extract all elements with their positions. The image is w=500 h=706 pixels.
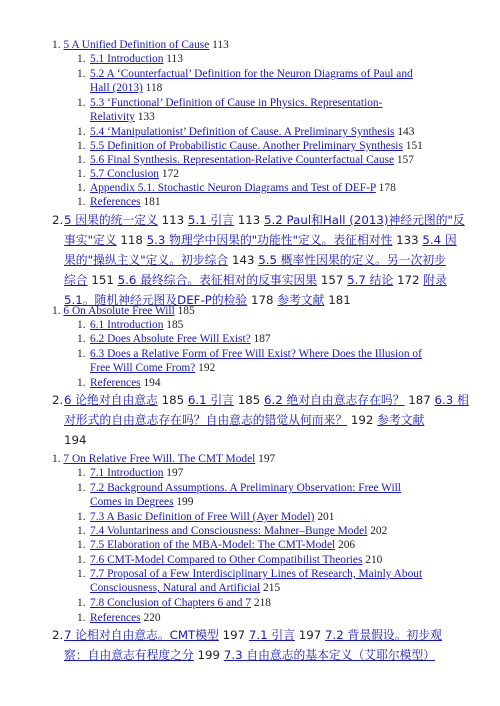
zh-item-number: 2. [52, 213, 64, 227]
subsection-line [90, 581, 280, 595]
page-number: 187 [404, 393, 435, 407]
sub-item-number: 1. [77, 612, 86, 624]
subsection-line [90, 567, 422, 581]
subsection-line [90, 553, 382, 567]
sub-item-number: 1. [77, 182, 86, 194]
ch6-heading [52, 304, 195, 318]
subsection-line [90, 181, 396, 195]
page-number: 194 [140, 377, 161, 389]
subsection-link[interactable]: References [90, 196, 141, 208]
zh-link[interactable]: 7.3 自由意志的基本定义（艾耶尔模型） [223, 648, 436, 662]
zh-link[interactable]: 对形式的自由意志存在吗？自由意志的错觉从何而来？ [64, 413, 348, 427]
page-number: 181 [324, 293, 351, 307]
subsection-link[interactable]: Relativity [90, 111, 135, 124]
subsection-line [90, 110, 155, 124]
page-number: 157 [317, 273, 348, 287]
zh-link[interactable]: 7 论相对自由意志。CMT模型 [64, 628, 219, 642]
subsection-link[interactable]: 7.4 Voluntariness and Consciousness: Mahner–Bunge Model [90, 525, 368, 537]
zh-link[interactable]: 6 论绝对自由意志 [64, 393, 158, 407]
page-number: 157 [394, 154, 414, 166]
subsection-line [90, 81, 162, 95]
page-number: 192 [347, 413, 378, 427]
subsection-link[interactable]: 5.5 Definition of Probabilistic Cause. Another Preliminary Synthesis [90, 140, 403, 152]
page-number: 185 [174, 305, 195, 317]
zh-link[interactable]: 5.7 结论 [347, 273, 394, 287]
subsection-link[interactable]: Consciousness, Natural and Artificial [90, 582, 261, 595]
zh-link[interactable]: 5.5 概率性因果的定义。另一次初步 [258, 253, 446, 267]
subsection-link[interactable]: 7.8 Conclusion of Chapters 6 and 7 [90, 597, 252, 609]
page-number: 199 [173, 496, 194, 509]
page-number: 210 [362, 554, 383, 566]
subsection-link[interactable]: Comes in Degrees [90, 496, 174, 509]
zh-link[interactable]: 参考文献 [277, 293, 325, 307]
subsection-line [90, 139, 423, 153]
page-number: 113 [233, 213, 265, 227]
subsection-line [90, 153, 414, 167]
subsection-link[interactable]: 7.1 Introduction [90, 467, 164, 479]
zh-line [64, 411, 424, 430]
page-number: 187 [250, 333, 271, 345]
subsection-link[interactable]: Free Will Come From? [90, 362, 196, 375]
subsection-line [90, 332, 271, 346]
ch6-title-link[interactable]: 6 On Absolute Free Will [63, 305, 175, 317]
subsection-link[interactable]: 5.6 Final Synthesis. Representation-Relative Counterfactual Cause [90, 154, 394, 166]
page-number: 151 [87, 273, 118, 287]
subsection-link[interactable]: 6.3 Does a Relative Form of Free Will Exist? Where Does the Illusion of [90, 348, 422, 360]
sub-item-number: 1. [77, 511, 86, 523]
zh-link[interactable]: 5.4 因 [422, 233, 457, 247]
page-number: 185 [233, 393, 265, 407]
subsection-link[interactable]: 7.6 CMT-Model Compared to Other Compatibilist Theories [90, 554, 363, 566]
page-number: 197 [218, 628, 249, 642]
zh-line [64, 431, 87, 450]
page-number: 113 [163, 53, 183, 65]
zh-link[interactable]: 附录 [423, 273, 447, 287]
zh-link[interactable]: 6.2 绝对自由意志存在吗？ [264, 393, 405, 407]
subsection-link[interactable]: References [90, 612, 141, 624]
subsection-link[interactable]: 7.5 Elaboration of the MBA-Model: The CMT-Model [90, 539, 336, 551]
subsection-line [90, 376, 161, 390]
subsection-line [90, 52, 183, 66]
subsection-line [90, 510, 334, 524]
page-number: 194 [64, 433, 87, 447]
sub-item-number: 1. [77, 168, 86, 180]
subsection-line [90, 596, 271, 610]
zh-line [64, 391, 469, 410]
subsection-line [90, 67, 413, 81]
page-number: 220 [140, 612, 161, 624]
zh-link[interactable]: 5.3 物理学中因果的"功能性"定义。表征相对性 [146, 233, 393, 247]
ch5-title-link[interactable]: 5 A Unified Definition of Cause [63, 39, 210, 51]
page-number: 185 [157, 393, 188, 407]
page-number: 197 [163, 467, 184, 479]
sub-item-number: 1. [77, 333, 86, 345]
page-number: 172 [393, 273, 424, 287]
sub-item-number: 1. [77, 482, 86, 494]
sub-item-number: 1. [77, 525, 86, 537]
ch5-heading [52, 38, 229, 52]
page-number: 133 [392, 233, 423, 247]
subsection-line [90, 361, 215, 375]
page-number: 197 [255, 453, 276, 465]
sub-item-number: 1. [77, 196, 86, 208]
subsection-link[interactable]: 5.3 ‘Functional’ Definition of Cause in Physics. Representation- [90, 97, 383, 109]
page-number: 118 [116, 233, 147, 247]
subsection-line [90, 167, 179, 181]
page-number: 215 [260, 582, 281, 595]
subsection-link[interactable]: 5.2 A ‘Counterfactual’ Definition for the Neuron Diagrams of Paul and [90, 68, 413, 80]
subsection-link[interactable]: 7.3 A Basic Definition of Free Will (Ayer Model) [90, 511, 315, 523]
page-number: 113 [209, 39, 229, 51]
page-number: 118 [142, 82, 163, 95]
sub-item-number: 1. [77, 319, 86, 331]
zh-link[interactable]: 参考文献 [377, 413, 425, 427]
sub-item-number: 1. [77, 53, 86, 65]
subsection-link[interactable]: 5.1 Introduction [90, 53, 164, 65]
subsection-line [90, 538, 355, 552]
zh-line [64, 231, 457, 250]
zh-link[interactable]: 5.1 引言 [187, 213, 234, 227]
sub-item-number: 1. [77, 467, 86, 479]
zh-link[interactable]: 事实"定义 [64, 233, 117, 247]
page-number: 143 [394, 126, 415, 138]
zh-item-number: 2. [52, 393, 64, 407]
subsection-link[interactable]: 6.2 Does Absolute Free Will Exist? [90, 333, 251, 345]
ch7-title-link[interactable]: 7 On Relative Free Will. The CMT Model [63, 453, 256, 465]
subsection-line [90, 481, 401, 495]
page-number: 143 [228, 253, 259, 267]
subsection-link[interactable]: 7.2 Background Assumptions. A Preliminary Observation: Free Will [90, 482, 401, 494]
zh-link[interactable]: 5.6 最终综合。表征相对的反事实因果 [117, 273, 318, 287]
page-number: 201 [314, 511, 335, 523]
subsection-line [90, 466, 183, 480]
subsection-line [90, 524, 387, 538]
ch7-heading [52, 452, 275, 466]
zh-link[interactable]: 5 因果的统一定义 [64, 213, 158, 227]
subsection-line [90, 125, 414, 139]
sub-item-number: 1. [77, 126, 86, 138]
sub-item-number: 1. [77, 348, 86, 360]
page-number: 192 [195, 362, 216, 375]
subsection-link[interactable]: 6.1 Introduction [90, 319, 164, 331]
subsection-line [90, 195, 161, 209]
subsection-link[interactable]: 5.4 ‘Manipulationist’ Definition of Cause. A Preliminary Synthesis [90, 126, 395, 138]
sub-item-number: 1. [77, 154, 86, 166]
zh-link[interactable]: 5.1。随机神经元图及DEF-P的检验 [64, 293, 248, 307]
subsection-line [90, 611, 161, 625]
subsection-line [90, 318, 183, 332]
subsection-link[interactable]: Appendix 5.1. Stochastic Neuron Diagrams and Test of DEF-P [90, 182, 376, 194]
zh-link[interactable]: 6.3 相 [434, 393, 469, 407]
page-number: 197 [295, 628, 326, 642]
zh-line [64, 271, 447, 290]
page-number: 199 [193, 648, 224, 662]
sub-item-number: 1. [77, 554, 86, 566]
page-number: 178 [375, 182, 396, 194]
item-number: 1. [52, 39, 61, 51]
zh-link[interactable]: 果的"操纵主义"定义。初步综合 [64, 253, 229, 267]
page-number: 113 [157, 213, 188, 227]
page-number: 181 [140, 196, 161, 208]
zh-link[interactable]: 察：自由意志有程度之分 [64, 648, 194, 662]
zh-item-number: 2. [52, 628, 64, 642]
zh-line [64, 646, 435, 665]
zh-link[interactable]: 综合 [64, 273, 88, 287]
zh-line [64, 251, 446, 270]
sub-item-number: 1. [77, 377, 86, 389]
subsection-link[interactable]: 5.7 Conclusion [90, 168, 159, 180]
subsection-line [90, 96, 382, 110]
item-number: 1. [52, 305, 61, 317]
sub-item-number: 1. [77, 568, 86, 580]
sub-item-number: 1. [77, 539, 86, 551]
subsection-link[interactable]: Hall (2013) [90, 82, 143, 95]
page-number: 206 [335, 539, 356, 551]
subsection-line [90, 347, 422, 361]
sub-item-number: 1. [77, 140, 86, 152]
page-number: 178 [247, 293, 278, 307]
zh-link[interactable]: 5.2 Paul和Hall (2013)神经元图的"反 [264, 213, 465, 227]
page-number: 202 [367, 525, 388, 537]
zh-link[interactable]: 7.1 引言 [248, 628, 295, 642]
sub-item-number: 1. [77, 97, 86, 109]
page-number: 172 [158, 168, 179, 180]
sub-item-number: 1. [77, 68, 86, 80]
page-number: 151 [402, 140, 423, 152]
zh-line [64, 211, 465, 230]
zh-link[interactable]: 6.1 引言 [187, 393, 234, 407]
page-number: 218 [251, 597, 271, 609]
subsection-line [90, 495, 193, 509]
item-number: 1. [52, 453, 61, 465]
sub-item-number: 1. [77, 597, 86, 609]
zh-link[interactable]: 7.2 背景假设。初步观 [325, 628, 442, 642]
page-number: 185 [163, 319, 184, 331]
subsection-link[interactable]: References [90, 377, 141, 389]
page-number: 133 [134, 111, 155, 124]
subsection-link[interactable]: 7.7 Proposal of a Few Interdisciplinary Lines of Research, Mainly About [90, 568, 423, 580]
zh-line [64, 626, 442, 645]
